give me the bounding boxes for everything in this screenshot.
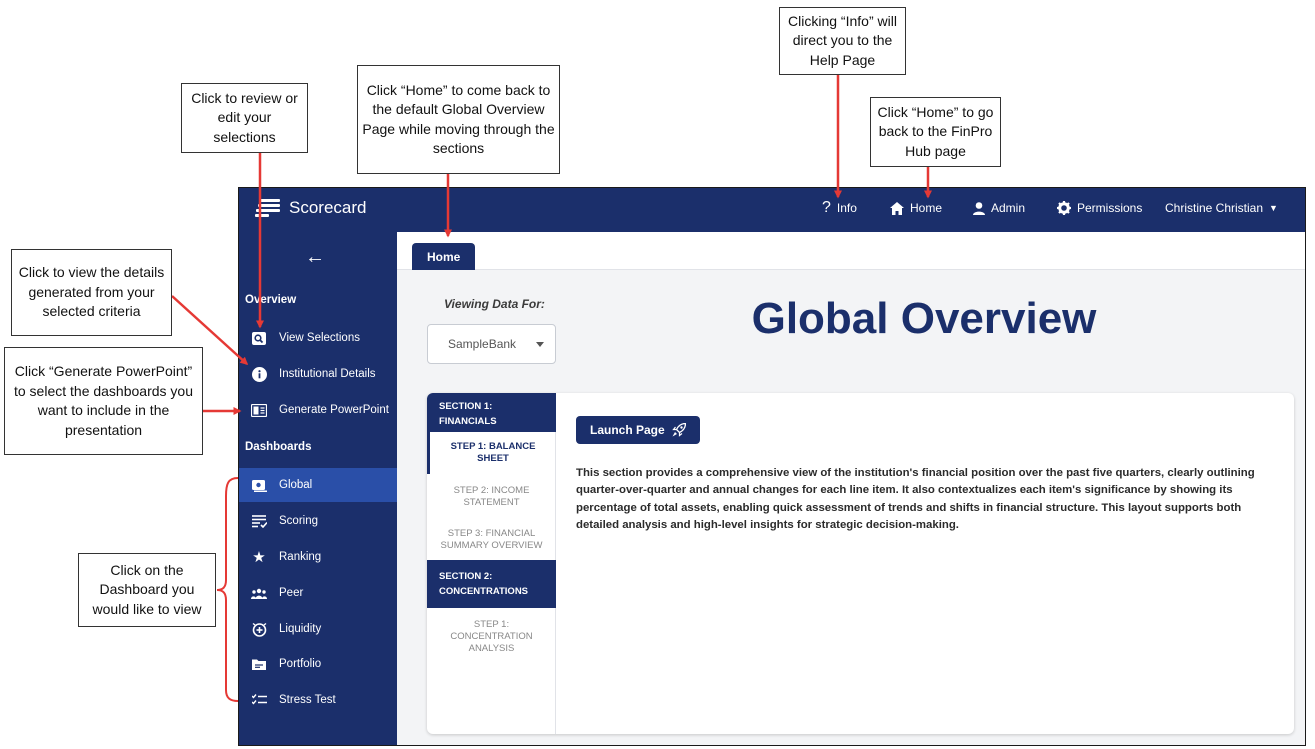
back-arrow-icon[interactable]: ← xyxy=(305,246,325,268)
scorecard-app-window xyxy=(238,187,1306,746)
sidebar-item-generate-powerpoint[interactable] xyxy=(239,393,397,427)
portfolio-icon xyxy=(251,656,267,672)
user-name: Christine Christian xyxy=(1165,201,1264,215)
sidebar-item-peer[interactable] xyxy=(239,576,397,610)
brand-name: Scorecard xyxy=(289,198,367,217)
liquidity-icon xyxy=(251,621,267,637)
sidebar xyxy=(239,232,397,746)
scorecard-logo-icon xyxy=(255,197,281,219)
nav-info-label: Info xyxy=(836,201,857,215)
bank-select-dropdown[interactable] xyxy=(427,324,556,364)
caret-down-icon: ▼ xyxy=(1269,203,1278,213)
sidebar-item-institutional-details[interactable] xyxy=(239,357,397,391)
sidebar-item-portfolio[interactable] xyxy=(239,647,397,681)
sidebar-item-label: Generate PowerPoint xyxy=(279,404,389,416)
peer-icon xyxy=(251,585,267,601)
top-navigation-bar xyxy=(239,188,1306,232)
help-icon: ? xyxy=(822,199,831,216)
section-header-concentrations[interactable]: SECTION 2: CONCENTRATIONS xyxy=(427,560,556,608)
sidebar-item-label: Institutional Details xyxy=(279,368,376,380)
nav-permissions-label: Permissions xyxy=(1077,201,1143,215)
home-icon xyxy=(890,202,904,215)
dashboard-bracket xyxy=(217,478,238,701)
sidebar-item-label: Portfolio xyxy=(279,658,322,670)
sidebar-item-label: Liquidity xyxy=(279,623,322,635)
nav-admin-label: Admin xyxy=(991,201,1026,215)
scoring-icon xyxy=(251,513,267,529)
step-financial-summary-overview[interactable]: STEP 3: FINANCIAL SUMMARY OVERVIEW xyxy=(440,528,543,551)
annotation-generate-powerpoint: Click “Generate PowerPoint” to select the dashboards you want to include in the presentation xyxy=(4,347,203,455)
sidebar-item-liquidity[interactable] xyxy=(239,612,397,646)
stress-test-icon xyxy=(251,692,267,708)
ranking-icon: ★ xyxy=(252,549,266,566)
powerpoint-icon xyxy=(251,402,267,418)
sidebar-item-label: Stress Test xyxy=(279,694,336,706)
annotation-home-tab: Click “Home” to come back to the default Global Overview Page while moving through the sections xyxy=(357,65,560,174)
nav-home[interactable] xyxy=(890,201,942,215)
sidebar-item-label: Global xyxy=(279,479,313,491)
search-icon xyxy=(251,330,267,346)
sidebar-item-label: View Selections xyxy=(279,332,360,344)
tab-bar xyxy=(397,232,1306,270)
tab-home[interactable]: Home xyxy=(412,243,475,270)
step-income-statement[interactable]: STEP 2: INCOME STATEMENT xyxy=(453,485,530,508)
user-menu[interactable] xyxy=(1165,201,1278,215)
sidebar-item-view-selections[interactable] xyxy=(239,321,397,355)
section-card xyxy=(427,393,1294,734)
gear-icon xyxy=(1057,201,1071,215)
brand[interactable] xyxy=(255,197,366,219)
nav-home-label: Home xyxy=(910,201,943,215)
nav-admin[interactable] xyxy=(973,201,1025,215)
annotation-home-hub: Click “Home” to go back to the FinPro Hub page xyxy=(870,97,1001,167)
rocket-icon xyxy=(672,423,686,437)
sidebar-item-label: Ranking xyxy=(279,551,322,563)
sidebar-item-label: Scoring xyxy=(279,515,318,527)
sidebar-heading-dashboards: Dashboards xyxy=(245,441,312,453)
step-balance-sheet[interactable]: STEP 1: BALANCE SHEET xyxy=(427,432,556,474)
annotation-review-selections: Click to review or edit your selections xyxy=(181,83,308,153)
person-icon xyxy=(973,202,985,215)
section-header-financials[interactable]: SECTION 1: FINANCIALS xyxy=(427,393,556,432)
section-description: This section provides a comprehensive view of the institution's financial position over the past five quarters, clearly outlining quarter-over-quarter and annual changes for each line item. It also contextualizes each item's significance by showing its percentage of total assets, enabling quick assessment of trends and shifts in financial structure. This layout supports both detailed analysis and high-level insights for strategic decision-making. xyxy=(576,467,1255,531)
page-title: Global Overview xyxy=(751,294,1097,343)
caret-down-icon xyxy=(536,342,544,347)
launch-page-label: Launch Page xyxy=(590,423,665,437)
nav-permissions[interactable] xyxy=(1057,201,1142,215)
sidebar-item-ranking[interactable] xyxy=(239,540,397,574)
global-icon xyxy=(251,477,267,493)
annotation-institutional-details: Click to view the details generated from your selected criteria xyxy=(11,249,172,336)
info-icon xyxy=(251,366,267,382)
sidebar-item-label: Peer xyxy=(279,587,304,599)
sidebar-item-global[interactable] xyxy=(239,468,397,502)
sidebar-heading-overview: Overview xyxy=(245,294,297,306)
sidebar-item-stress-test[interactable] xyxy=(239,683,397,717)
sidebar-item-scoring[interactable] xyxy=(239,504,397,538)
viewing-data-label: Viewing Data For: xyxy=(444,297,545,311)
step-concentration-analysis[interactable]: STEP 1: CONCENTRATION ANALYSIS xyxy=(450,619,533,654)
launch-page-button[interactable] xyxy=(576,416,700,444)
annotation-info: Clicking “Info” will direct you to the Help Page xyxy=(779,7,906,75)
section-steps-panel xyxy=(427,393,556,734)
bank-select-value: SampleBank xyxy=(448,337,517,351)
nav-info[interactable] xyxy=(822,201,857,215)
annotation-dashboard: Click on the Dashboard you would like to view xyxy=(78,553,216,627)
